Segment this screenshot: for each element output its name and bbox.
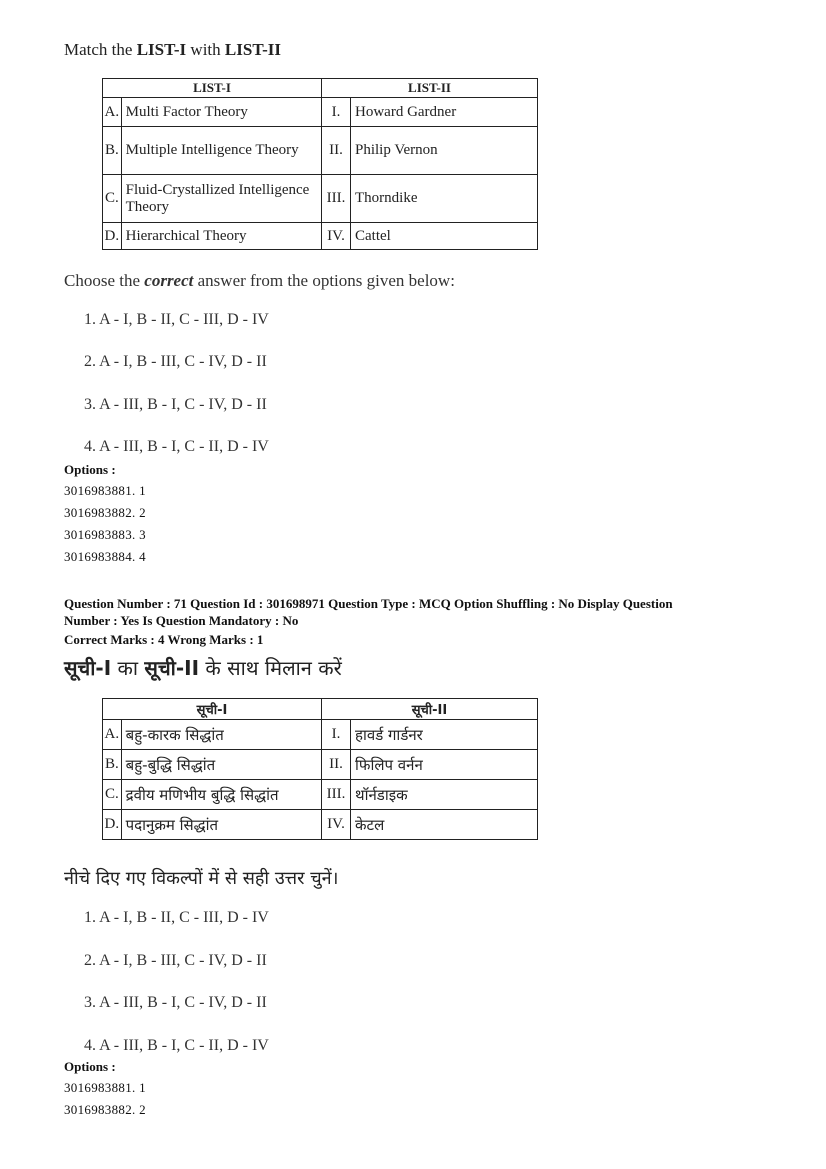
q70-option-code-1: 3016983881. 1 — [64, 483, 146, 498]
q71-meta-line-1: Question Number : 71 Question Id : 301698971 Question Type : MCQ Option Shuffling : No Display Question — [64, 596, 673, 611]
table-row: A. Multi Factor Theory I. Howard Gardner — [103, 98, 538, 127]
table-row: D. Hierarchical Theory IV. Cattel — [103, 223, 538, 250]
q70-answer-3: 3. A - III, B - I, C - IV, D - II — [84, 396, 267, 413]
q71-answer-4: 4. A - III, B - I, C - II, D - IV — [84, 1037, 269, 1054]
q71-answer-2: 2. A - I, B - III, C - IV, D - II — [84, 952, 267, 969]
q70-options-label: Options : — [64, 462, 116, 477]
table-row: B. बहु-बुद्धि सिद्धांत II. फिलिप वर्नन — [103, 750, 538, 780]
q70-answer-4: 4. A - III, B - I, C - II, D - IV — [84, 438, 269, 455]
q71-meta-line-2: Number : Yes Is Question Mandatory : No — [64, 613, 299, 628]
q70-instruction: Choose the correct answer from the options given below: — [64, 271, 455, 290]
q70-answer-2: 2. A - I, B - III, C - IV, D - II — [84, 353, 267, 370]
q71-options-label: Options : — [64, 1059, 116, 1074]
list1-header: सूची-I — [103, 699, 322, 720]
q71-answer-3: 3. A - III, B - I, C - IV, D - II — [84, 994, 267, 1011]
list2-header: सूची-II — [322, 699, 538, 720]
q71-option-code-2: 3016983882. 2 — [64, 1102, 146, 1117]
q70-option-code-2: 3016983882. 2 — [64, 505, 146, 520]
q71-meta-line-3: Correct Marks : 4 Wrong Marks : 1 — [64, 632, 264, 647]
table-row: C. Fluid-Crystallized Intelligence Theory III. Thorndike — [103, 175, 538, 223]
table-row: C. द्रवीय मणिभीय बुद्धि सिद्धांत III. थॉर्नडाइक — [103, 780, 538, 810]
q70-option-code-4: 3016983884. 4 — [64, 549, 146, 564]
q70-match-table — [102, 78, 538, 250]
q70-option-code-3: 3016983883. 3 — [64, 527, 146, 542]
q71-heading: सूची-I का सूची-II के साथ मिलान करें — [64, 656, 342, 680]
q71-answer-1: 1. A - I, B - II, C - III, D - IV — [84, 909, 269, 926]
q71-instruction: नीचे दिए गए विकल्पों में से सही उत्तर चुनें। — [64, 868, 339, 889]
table-row: D. पदानुक्रम सिद्धांत IV. केटल — [103, 810, 538, 840]
table-row: B. Multiple Intelligence Theory II. Philip Vernon — [103, 127, 538, 175]
list1-header: LIST-I — [103, 79, 322, 98]
q71-match-table — [102, 698, 538, 840]
q70-answer-1: 1. A - I, B - II, C - III, D - IV — [84, 311, 269, 328]
q71-option-code-1: 3016983881. 1 — [64, 1080, 146, 1095]
table-row: A. बहु-कारक सिद्धांत I. हावर्ड गार्डनर — [103, 720, 538, 750]
q70-heading: Match the LIST-I with LIST-II — [64, 40, 281, 59]
list2-header: LIST-II — [322, 79, 538, 98]
